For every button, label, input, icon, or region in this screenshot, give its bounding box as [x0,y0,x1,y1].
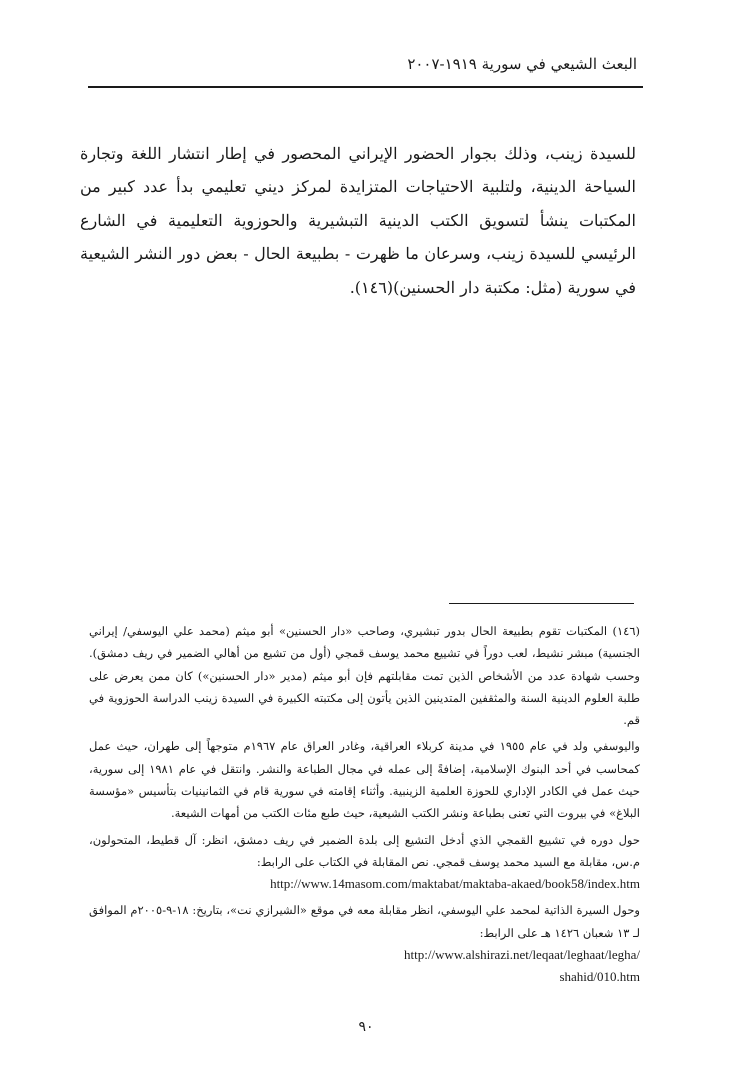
footnote-qamji-role [89,829,640,896]
body-paragraph: للسيدة زينب، وذلك بجوار الحضور الإيراني المحصور في إطار انتشار اللغة وتجارة السياحة الدينية، ولتلبية الاحتياجات المتزايدة لمركز ديني تعليمي بدأ عدد كبير من المكتبات ينشأ لتسويق الكتب الدينية التبشيرية والحوزوية التعليمية في الشارع الرئيسي للسيدة زينب، وسرعان ما ظهرت - بطبيعة الحال - بعض دور النشر الشيعية في سورية (مثل: مكتبة دار الحسنين)(١٤٦). [80,144,636,297]
header-rule [88,86,643,88]
footnote-146: (١٤٦) المكتبات تقوم بطبيعة الحال بدور تبشيري، وصاحب «دار الحسنين» أبو ميثم (محمد علي اليوسفي/ إيراني الجنسية) مبشر نشيط، لعب دوراً في تشييع محمد يوسف قمجي (أول من تشيع من أهالي الضمير في ريف دمشق). وحسب شهادة عدد من الأشخاص الذين تمت مقابلتهم فإن أبو ميثم (مدير «دار الحسنين») كان ممن يعرض على طلبة العلوم الدينية السنة والمثقفين المتدينين الذين يأتون إلى مكتبته الكبيرة في السيدة زينب الدراسة الحوزوية في قم. [89,624,640,728]
footnotes [89,620,640,992]
footnote-yousefi-interview [89,899,640,988]
page-number: ٩٠ [358,1019,374,1035]
footnote-yousefi-bio: واليوسفي ولد في عام ١٩٥٥ في مدينة كربلاء العراقية، وغادر العراق عام ١٩٦٧م متوجهاً إلى طهران، حيث عمل كمحاسب في أحد البنوك الإسلامية، إضافةً إلى عمله في مجال الطباعة والنشر. وانتقل في عام ١٩٨١ إلى سورية، حيث عمل في الكادر الإداري للحوزة العلمية الزينبية. وأثناء إقامته في سورية قام في الثمانينيات بتأسيس «مؤسسة البلاغ» في بيروت التي تعنى بطباعة ونشر الكتب الشيعية، حيث طبع مئات الكتب من أمهات الشيعة. [89,739,640,821]
footnote-link-14masom[interactable]: http://www.14masom.com/maktabat/maktaba-akaed/book58/index.htm [270,876,640,892]
footnote-qamji-text: حول دوره في تشييع القمجي الذي أدخل التشيع إلى بلدة الضمير في ريف دمشق، انظر: آل قطيط، المتحولون، م.س، مقابلة مع السيد محمد يوسف قمجي. نص المقابلة في الكتاب على الرابط: [89,832,640,869]
footnote-link-alshirazi-cont[interactable]: shahid/010.htm [559,968,640,984]
running-title: البعث الشيعي في سورية ١٩١٩-٢٠٠٧ [407,55,637,73]
footnote-separator [449,603,634,604]
footnote-interview-text: وحول السيرة الذاتية لمحمد علي اليوسفي، انظر مقابلة معه في موقع «الشيرازي نت»، بتاريخ: ١٨-٩-٢٠٠٥م الموافق لـ ١٣ شعبان ١٤٢٦ هـ على الرابط: [89,903,640,940]
footnote-link-alshirazi[interactable]: http://www.alshirazi.net/leqaat/leghaat/legha/ [404,946,640,962]
main-text [80,137,636,304]
